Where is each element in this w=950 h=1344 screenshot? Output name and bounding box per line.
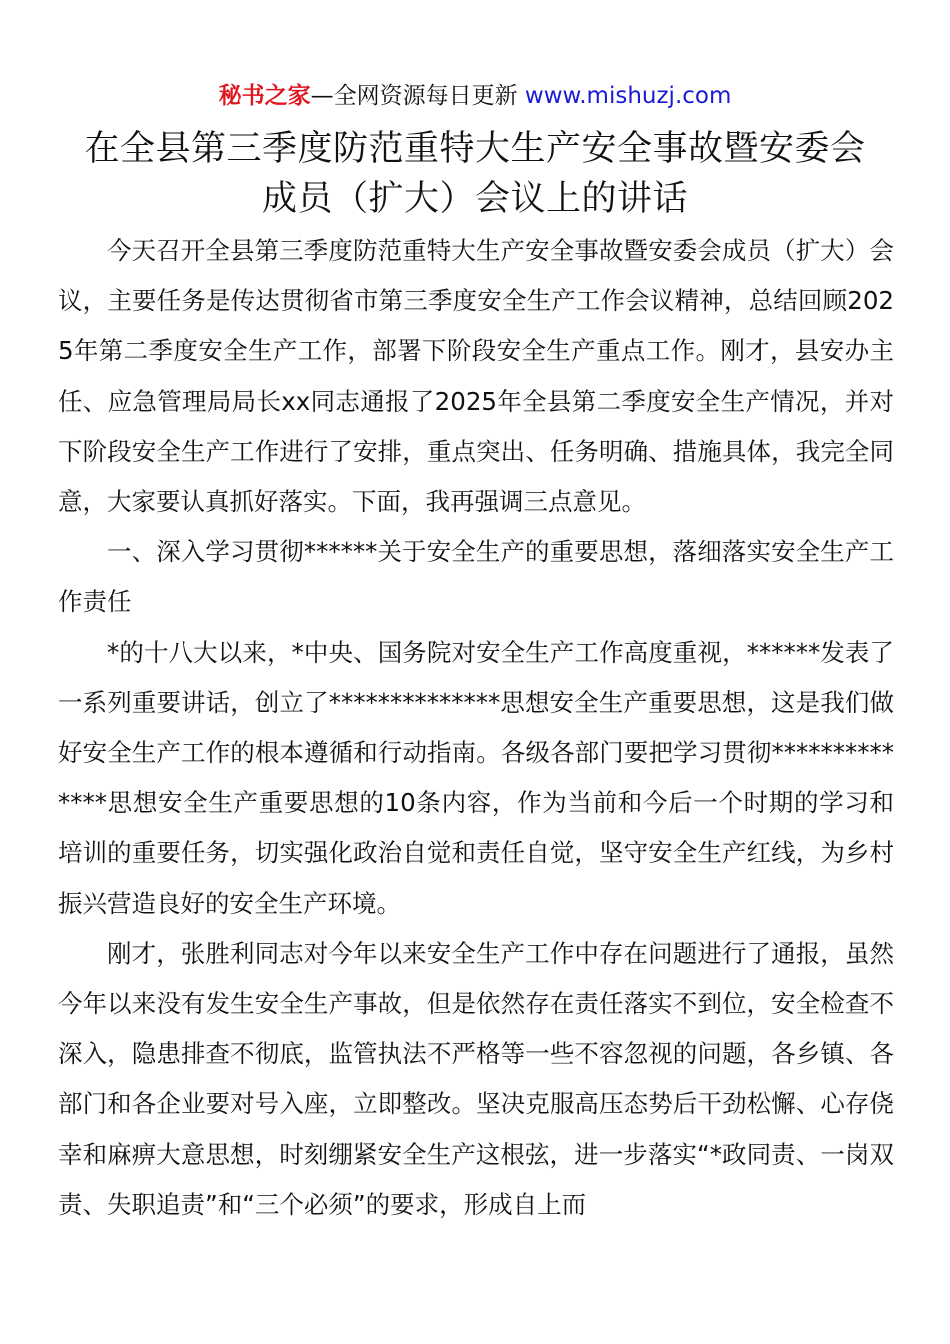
paragraph-intro: 今天召开全县第三季度防范重特大生产安全事故暨安委会成员（扩大）会议，主要任务是传达贯彻省市第三季度安全生产工作会议精神，总结回顾2025年第二季度安全生产工作，部署下阶段安全生产重点工作。刚才，县安办主任、应急管理局局长xx同志通报了2025年全县第二季度安全生产情况，并对下阶段安全生产工作进行了安排，重点突出、任务明确、措施具体，我完全同意，大家要认真抓好落实。下面，我再强调三点意见。 bbox=[58, 236, 894, 517]
title-line-1: 在全县第三季度防范重特大生产安全事故暨安委会 bbox=[84, 129, 866, 169]
document-title bbox=[60, 124, 890, 224]
site-header bbox=[0, 80, 950, 112]
site-brand: 秘书之家 bbox=[218, 83, 311, 109]
paragraph-problems: 刚才，张胜利同志对今年以来安全生产工作中存在问题进行了通报，虽然今年以来没有发生安全生产事故，但是依然存在责任落实不到位，安全检查不深入，隐患排查不彻底，监管执法不严格等一些不容忽视的问题，各乡镇、各部门和各企业要对号入座，立即整改。坚决克服高压态势后干劲松懈、心存侥幸和麻痹大意思想，时刻绷紧安全生产这根弦，进一步落实“*政同责、一岗双责、失职追责”和“三个必须”的要求，形成自上而 bbox=[58, 938, 894, 1219]
site-tagline: —全网资源每日更新 bbox=[310, 83, 518, 109]
section-heading-1: 一、深入学习贯彻******关于安全生产的重要思想，落细落实安全生产工作责任 bbox=[58, 537, 894, 617]
paragraph-section1-body: *的十八大以来，*中央、国务院对安全生产工作高度重视，******发表了一系列重要讲话，创立了**************思想安全生产重要思想，这是我们做好安全生产工作的根本遵循和行动指南。各级各部门要把学习贯彻**************思想安全生产重要思想的10条内容，作为当前和今后一个时期的学习和培训的重要任务，切实强化政治自觉和责任自觉，坚守安全生产红线，为乡村振兴营造良好的安全生产环境。 bbox=[58, 637, 894, 918]
site-url-link[interactable]: www.mishuzj.com bbox=[524, 83, 732, 109]
title-line-2: 成员（扩大）会议上的讲话 bbox=[261, 179, 688, 219]
document-body bbox=[58, 226, 894, 1230]
